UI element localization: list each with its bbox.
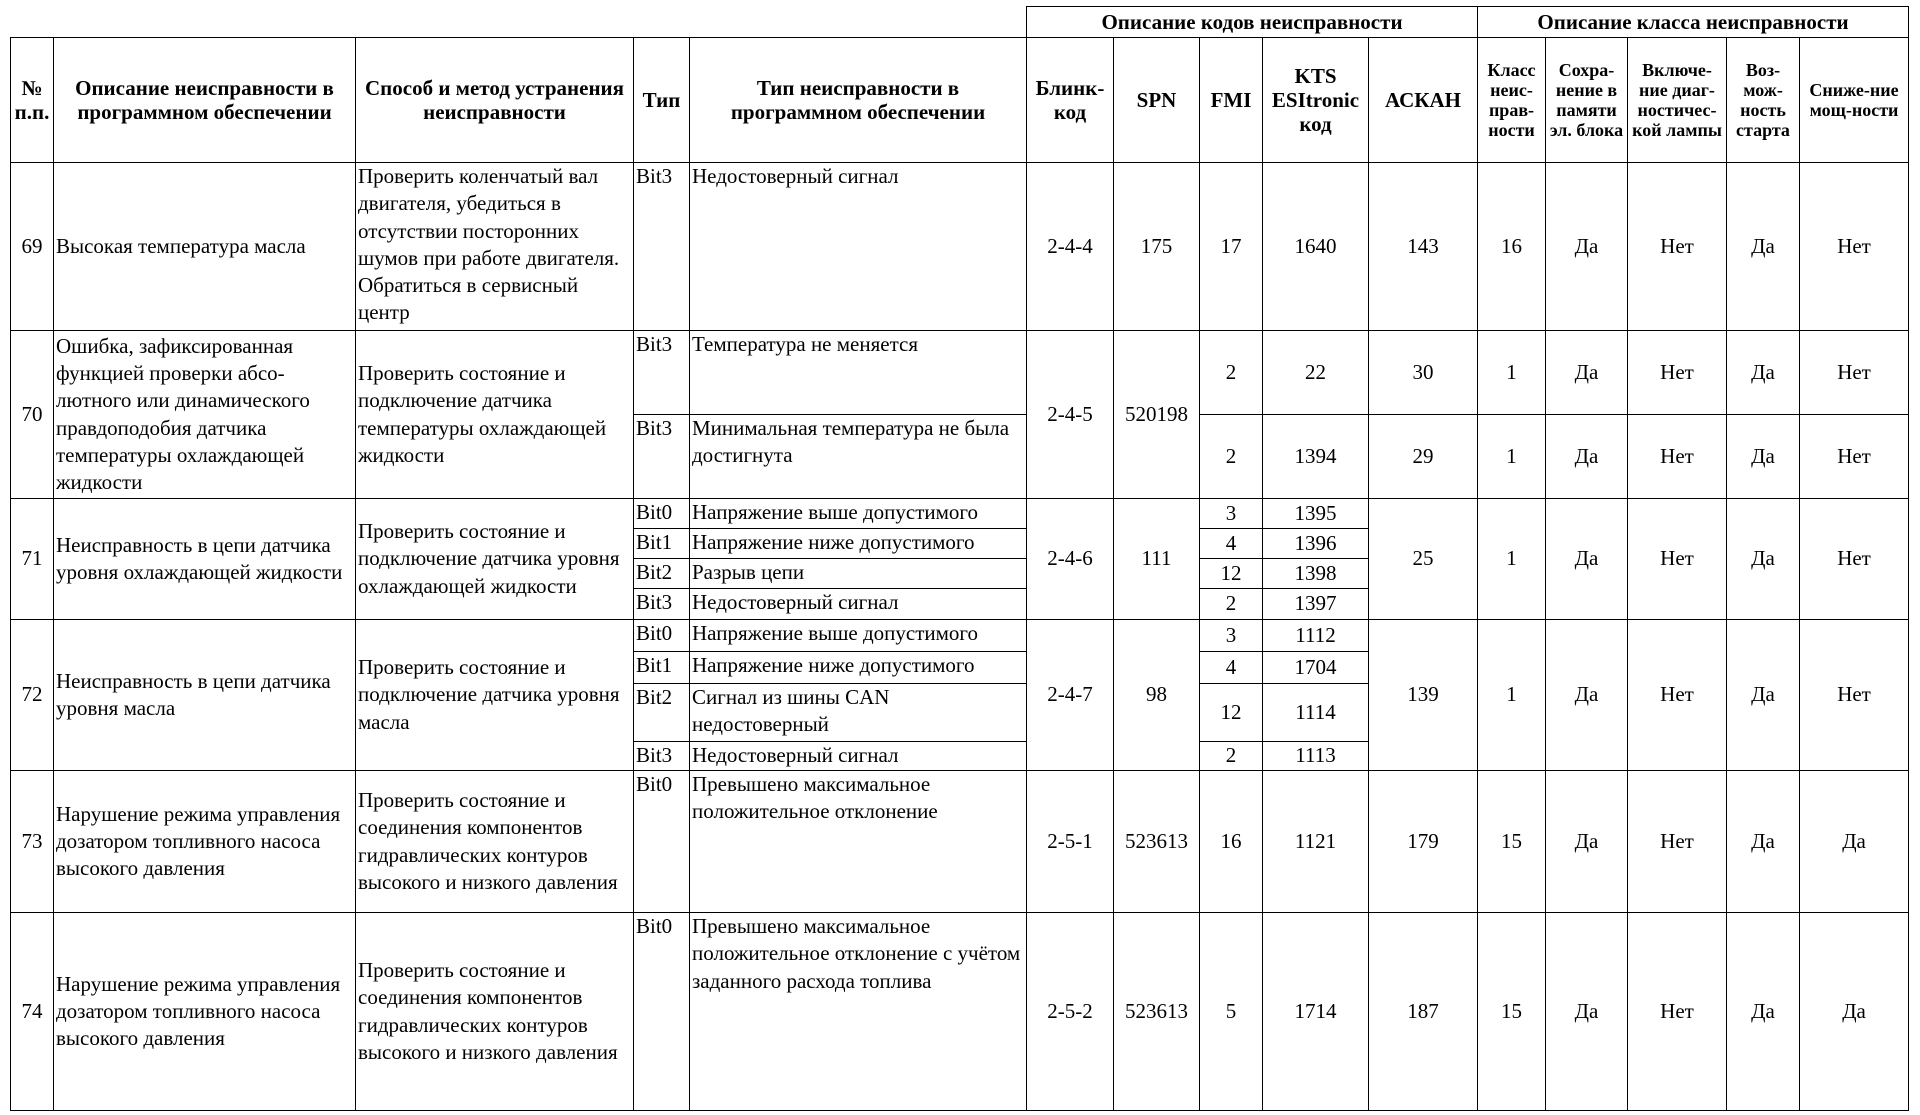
fault-type: Превышено максимальное положительное отклонение bbox=[690, 771, 1027, 913]
diagnostic-lamp: Нет bbox=[1628, 415, 1727, 499]
kts-code: 1113 bbox=[1263, 742, 1369, 771]
fault-description: Высокая температура масла bbox=[54, 163, 356, 331]
fmi-value: 17 bbox=[1200, 163, 1263, 331]
blink-code: 2-5-2 bbox=[1027, 913, 1114, 1111]
bit-type: Bit0 bbox=[634, 771, 690, 913]
saved-in-memory: Да bbox=[1546, 620, 1628, 771]
table-row bbox=[11, 620, 1909, 652]
power-reduction: Нет bbox=[1800, 415, 1909, 499]
power-reduction: Нет bbox=[1800, 331, 1909, 415]
start-possible: Да bbox=[1727, 163, 1800, 331]
fmi-value: 2 bbox=[1200, 742, 1263, 771]
ackan-code: 29 bbox=[1369, 415, 1478, 499]
start-possible: Да bbox=[1727, 913, 1800, 1111]
kts-code: 1121 bbox=[1263, 771, 1369, 913]
fault-type: Разрыв цепи bbox=[690, 559, 1027, 589]
fault-type: Напряжение ниже допустимого bbox=[690, 652, 1027, 684]
fmi-value: 16 bbox=[1200, 771, 1263, 913]
kts-code: 1396 bbox=[1263, 529, 1369, 559]
spn-value: 520198 bbox=[1114, 331, 1200, 499]
bit-type: Bit2 bbox=[634, 684, 690, 742]
kts-code: 1714 bbox=[1263, 913, 1369, 1111]
section-header-row bbox=[11, 7, 1909, 38]
spn-value: 111 bbox=[1114, 499, 1200, 620]
table-row bbox=[11, 913, 1909, 1111]
col-fmi-header: FMI bbox=[1200, 38, 1263, 163]
col-saved-header: Сохра-нение в памяти эл. блока bbox=[1546, 38, 1628, 163]
col-kts-header: KTS ESItronic код bbox=[1263, 38, 1369, 163]
ackan-code: 30 bbox=[1369, 331, 1478, 415]
kts-code: 1112 bbox=[1263, 620, 1369, 652]
blink-code: 2-4-5 bbox=[1027, 331, 1114, 499]
ackan-code: 143 bbox=[1369, 163, 1478, 331]
row-number: 71 bbox=[11, 499, 54, 620]
fault-class: 1 bbox=[1478, 331, 1546, 415]
fault-class: 15 bbox=[1478, 913, 1546, 1111]
power-reduction: Да bbox=[1800, 771, 1909, 913]
fmi-value: 2 bbox=[1200, 415, 1263, 499]
saved-in-memory: Да bbox=[1546, 771, 1628, 913]
saved-in-memory: Да bbox=[1546, 331, 1628, 415]
fault-codes-section-header: Описание кодов неисправности bbox=[1027, 7, 1478, 38]
diagnostic-lamp: Нет bbox=[1628, 499, 1727, 620]
ackan-code: 139 bbox=[1369, 620, 1478, 771]
fault-description: Нарушение режима управления дозатором топливного насоса высокого давления bbox=[54, 771, 356, 913]
power-reduction: Нет bbox=[1800, 620, 1909, 771]
fault-description: Ошибка, зафиксированная функцией проверки абсо-лютного или динамического правдоподобия датчика температуры охлаждающей жидкости bbox=[54, 331, 356, 499]
bit-type: Bit0 bbox=[634, 499, 690, 529]
blink-code: 2-4-6 bbox=[1027, 499, 1114, 620]
bit-type: Bit3 bbox=[634, 163, 690, 331]
ackan-code: 187 bbox=[1369, 913, 1478, 1111]
power-reduction: Нет bbox=[1800, 499, 1909, 620]
kts-code: 1397 bbox=[1263, 589, 1369, 620]
repair-method: Проверить состояние и подключение датчика уровня масла bbox=[356, 620, 634, 771]
row-number: 74 bbox=[11, 913, 54, 1111]
kts-code: 22 bbox=[1263, 331, 1369, 415]
bit-type: Bit3 bbox=[634, 331, 690, 415]
fmi-value: 4 bbox=[1200, 529, 1263, 559]
power-reduction: Да bbox=[1800, 913, 1909, 1111]
diagnostic-lamp: Нет bbox=[1628, 913, 1727, 1111]
col-blink-header: Блинк-код bbox=[1027, 38, 1114, 163]
fault-class: 16 bbox=[1478, 163, 1546, 331]
bit-type: Bit0 bbox=[634, 913, 690, 1111]
fault-type: Напряжение выше допустимого bbox=[690, 499, 1027, 529]
repair-method: Проверить состояние и подключение датчика уровня охлаждающей жидкости bbox=[356, 499, 634, 620]
kts-code: 1114 bbox=[1263, 684, 1369, 742]
col-power-header: Сниже-ние мощ-ности bbox=[1800, 38, 1909, 163]
saved-in-memory: Да bbox=[1546, 415, 1628, 499]
kts-code: 1640 bbox=[1263, 163, 1369, 331]
row-number: 69 bbox=[11, 163, 54, 331]
fault-class-section-header: Описание класса неисправности bbox=[1478, 7, 1909, 38]
ackan-code: 25 bbox=[1369, 499, 1478, 620]
fault-type: Напряжение ниже допустимого bbox=[690, 529, 1027, 559]
fmi-value: 12 bbox=[1200, 684, 1263, 742]
kts-code: 1394 bbox=[1263, 415, 1369, 499]
fault-type: Недостоверный сигнал bbox=[690, 589, 1027, 620]
ackan-code: 179 bbox=[1369, 771, 1478, 913]
fmi-value: 4 bbox=[1200, 652, 1263, 684]
start-possible: Да bbox=[1727, 415, 1800, 499]
col-class-header: Класс неис-прав-ности bbox=[1478, 38, 1546, 163]
fault-type: Сигнал из шины CAN недостоверный bbox=[690, 684, 1027, 742]
col-description-header: Описание неисправности в программном обеспечении bbox=[54, 38, 356, 163]
fmi-value: 5 bbox=[1200, 913, 1263, 1111]
col-start-header: Воз-мож-ность старта bbox=[1727, 38, 1800, 163]
repair-method: Проверить состояние и соединения компонентов гидравлических контуров высокого и низкого давления bbox=[356, 771, 634, 913]
start-possible: Да bbox=[1727, 771, 1800, 913]
fmi-value: 2 bbox=[1200, 331, 1263, 415]
fault-description: Неисправность в цепи датчика уровня охлаждающей жидкости bbox=[54, 499, 356, 620]
bit-type: Bit3 bbox=[634, 742, 690, 771]
repair-method: Проверить коленчатый вал двигателя, убедиться в отсутствии посторонних шумов при работе двигателя. Обратиться в сервисный центр bbox=[356, 163, 634, 331]
fault-type: Недостоверный сигнал bbox=[690, 163, 1027, 331]
kts-code: 1398 bbox=[1263, 559, 1369, 589]
table-row bbox=[11, 163, 1909, 331]
col-type-header: Тип bbox=[634, 38, 690, 163]
fault-class: 1 bbox=[1478, 620, 1546, 771]
fmi-value: 3 bbox=[1200, 499, 1263, 529]
saved-in-memory: Да bbox=[1546, 913, 1628, 1111]
column-header-row bbox=[11, 38, 1909, 163]
col-ackan-header: АСКАН bbox=[1369, 38, 1478, 163]
blink-code: 2-4-7 bbox=[1027, 620, 1114, 771]
fault-type: Температура не меняется bbox=[690, 331, 1027, 415]
fmi-value: 12 bbox=[1200, 559, 1263, 589]
kts-code: 1395 bbox=[1263, 499, 1369, 529]
fault-description: Неисправность в цепи датчика уровня масла bbox=[54, 620, 356, 771]
spn-value: 523613 bbox=[1114, 771, 1200, 913]
col-lamp-header: Включе-ние диаг-ностичес-кой лампы bbox=[1628, 38, 1727, 163]
repair-method: Проверить состояние и подключение датчика температуры охлаждающей жидкости bbox=[356, 331, 634, 499]
bit-type: Bit0 bbox=[634, 620, 690, 652]
diagnostic-lamp: Нет bbox=[1628, 620, 1727, 771]
table-row bbox=[11, 771, 1909, 913]
fault-class: 1 bbox=[1478, 415, 1546, 499]
row-number: 72 bbox=[11, 620, 54, 771]
start-possible: Да bbox=[1727, 499, 1800, 620]
start-possible: Да bbox=[1727, 331, 1800, 415]
table-row bbox=[11, 499, 1909, 529]
start-possible: Да bbox=[1727, 620, 1800, 771]
col-spn-header: SPN bbox=[1114, 38, 1200, 163]
blink-code: 2-4-4 bbox=[1027, 163, 1114, 331]
fault-type: Недостоверный сигнал bbox=[690, 742, 1027, 771]
bit-type: Bit1 bbox=[634, 652, 690, 684]
bit-type: Bit2 bbox=[634, 559, 690, 589]
saved-in-memory: Да bbox=[1546, 499, 1628, 620]
fault-type: Минимальная температура не была достигнута bbox=[690, 415, 1027, 499]
fault-class: 15 bbox=[1478, 771, 1546, 913]
spn-value: 175 bbox=[1114, 163, 1200, 331]
bit-type: Bit1 bbox=[634, 529, 690, 559]
power-reduction: Нет bbox=[1800, 163, 1909, 331]
bit-type: Bit3 bbox=[634, 415, 690, 499]
spn-value: 98 bbox=[1114, 620, 1200, 771]
saved-in-memory: Да bbox=[1546, 163, 1628, 331]
diagnostic-lamp: Нет bbox=[1628, 771, 1727, 913]
row-number: 73 bbox=[11, 771, 54, 913]
fmi-value: 2 bbox=[1200, 589, 1263, 620]
fmi-value: 3 bbox=[1200, 620, 1263, 652]
bit-type: Bit3 bbox=[634, 589, 690, 620]
kts-code: 1704 bbox=[1263, 652, 1369, 684]
blink-code: 2-5-1 bbox=[1027, 771, 1114, 913]
document-page bbox=[10, 6, 1908, 1111]
repair-method: Проверить состояние и соединения компонентов гидравлических контуров высокого и низкого давления bbox=[356, 913, 634, 1111]
fault-type: Превышено максимальное положительное отклонение с учётом заданного расхода топлива bbox=[690, 913, 1027, 1111]
fault-codes-table bbox=[10, 6, 1909, 1111]
fault-class: 1 bbox=[1478, 499, 1546, 620]
col-fault-type-header: Тип неисправности в программном обеспечении bbox=[690, 38, 1027, 163]
blank-header-cell bbox=[11, 7, 1027, 38]
fault-description: Нарушение режима управления дозатором топливного насоса высокого давления bbox=[54, 913, 356, 1111]
row-number: 70 bbox=[11, 331, 54, 499]
table-row bbox=[11, 331, 1909, 415]
diagnostic-lamp: Нет bbox=[1628, 163, 1727, 331]
col-num-header: № п.п. bbox=[11, 38, 54, 163]
diagnostic-lamp: Нет bbox=[1628, 331, 1727, 415]
fault-type: Напряжение выше допустимого bbox=[690, 620, 1027, 652]
spn-value: 523613 bbox=[1114, 913, 1200, 1111]
col-method-header: Способ и метод устранения неисправности bbox=[356, 38, 634, 163]
